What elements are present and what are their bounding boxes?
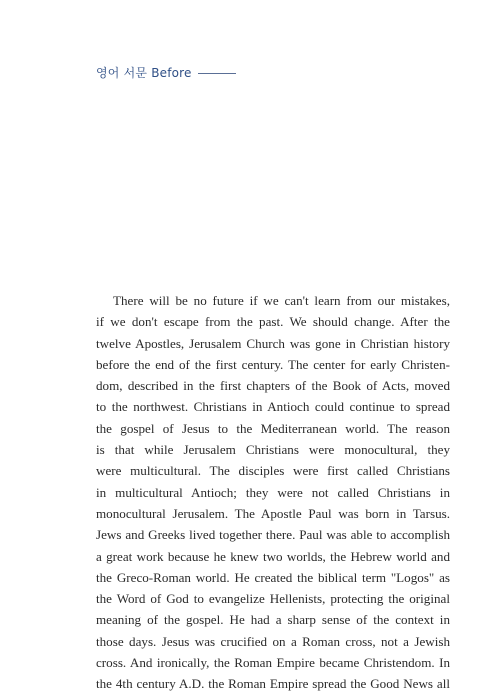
text-line: a great work because he knew two worlds, the Hebrew world and [96,548,450,564]
text-line: is that while Jerusalem Christians were monocultural, they [96,442,450,458]
text-line: twelve Apostles, Jerusalem Church was gone in Christian history [96,335,450,351]
text-line: There will be no future if we can't learn from our mistakes, [113,293,450,308]
text-line: those days. Jesus was crucified on a Roman cross, not a Jewish [96,633,450,649]
header-rule [198,73,236,74]
text-line: were multicultural. The disciples were first called Christians [96,463,450,479]
body-paragraph [96,290,450,695]
text-line: the gospel of Jesus to the Mediterranean world. The reason [96,420,450,436]
text-line: meaning of the gospel. He had a sharp sense of the context in [96,612,450,628]
text-line: cross. And ironically, the Roman Empire became Christendom. In [96,655,450,671]
text-line: in multicultural Antioch; they were not called Christians in [96,484,450,500]
section-title: 영어 서문 Before [96,66,192,80]
text-line: the Word of God to evangelize Hellenists, protecting the original [96,591,450,607]
text-line: monocultural Jerusalem. The Apostle Paul was born in Tarsus. [96,505,450,521]
text-line: dom, described in the first chapters of the Book of Acts, moved [96,378,450,394]
text-line: if we don't escape from the past. We should change. After the [96,314,450,330]
text-line: the 4th century A.D. the Roman Empire spread the Good News all [96,676,450,692]
text-line: before the end of the first century. The center for early Christen- [96,356,450,372]
text-line: the Greco-Roman world. He created the biblical term "Logos" as [96,569,450,585]
text-line: Jews and Greeks lived together there. Paul was able to accomplish [96,527,450,543]
section-header [96,64,236,81]
text-line: to the northwest. Christians in Antioch could continue to spread [96,399,450,415]
